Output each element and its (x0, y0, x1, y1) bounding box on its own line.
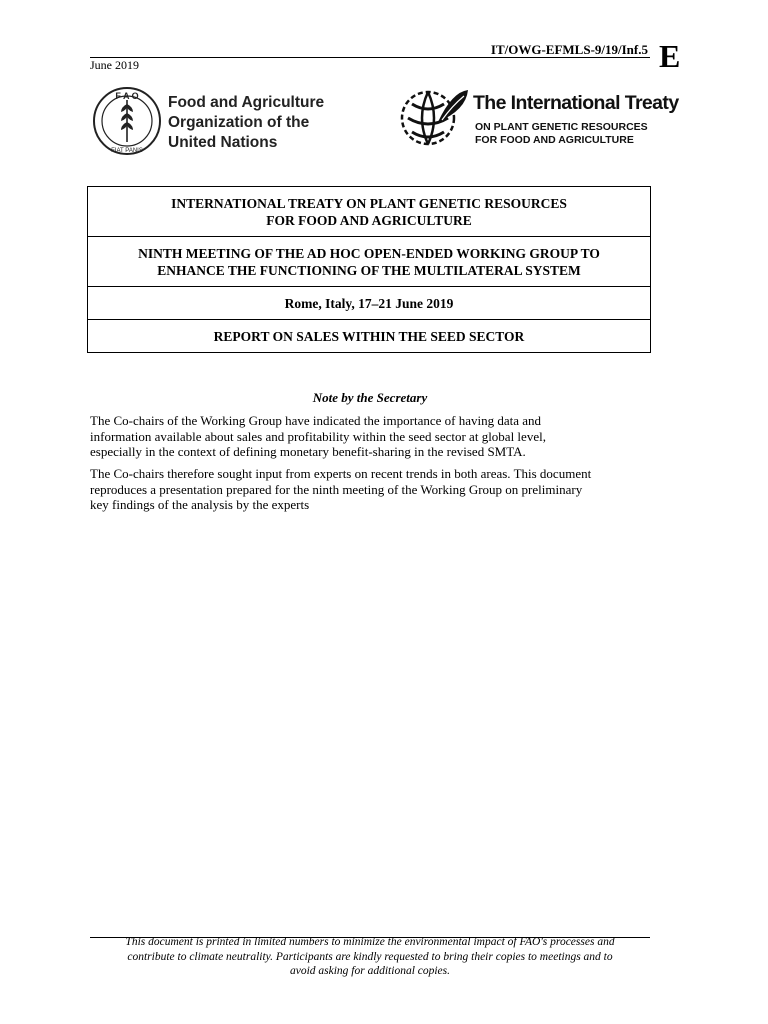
meeting-name-line: NINTH MEETING OF THE AD HOC OPEN-ENDED WORKING GROUP TO (138, 246, 600, 261)
note-paragraph-1 (90, 413, 650, 460)
fao-emblem-logo (92, 86, 162, 156)
language-mark: E (659, 38, 681, 74)
footer-note (90, 935, 650, 979)
treaty-logo-subtitle (475, 121, 648, 147)
venue-cell: Rome, Italy, 17–21 June 2019 (88, 287, 650, 320)
footer-line: This document is printed in limited numbers to minimize the environmental impact of FAO's processes and (125, 936, 615, 948)
svg-text:F A O: F A O (115, 91, 139, 101)
footer-line: avoid asking for additional copies. (289, 965, 451, 977)
paragraph-line: The Co-chairs therefore sought input from experts on recent trends in both areas. This document (90, 466, 592, 481)
paragraph-line: especially in the context of defining monetary benefit-sharing in the revised SMTA. (90, 444, 526, 459)
treaty-logo-title: The International Treaty (473, 92, 679, 114)
meeting-name-cell (88, 237, 650, 287)
note-paragraph-2 (90, 466, 650, 513)
fao-name-line: United Nations (168, 134, 278, 151)
treaty-name-line: INTERNATIONAL TREATY ON PLANT GENETIC RESOURCES (171, 196, 567, 211)
footer-line: contribute to climate neutrality. Participants are kindly requested to bring their copies to meetings and to (127, 950, 613, 963)
document-symbol: IT/OWG-EFMLS-9/19/Inf.5 (490, 42, 648, 57)
report-title-cell: REPORT ON SALES WITHIN THE SEED SECTOR (213, 329, 525, 344)
fao-name-text (168, 93, 324, 153)
paragraph-line: key findings of the analysis by the experts (90, 497, 310, 512)
paragraph-line: The Co-chairs of the Working Group have indicated the importance of having data and (90, 413, 542, 428)
international-treaty-logo-icon (398, 82, 470, 154)
paragraph-line: reproduces a presentation prepared for the ninth meeting of the Working Group on preliminary (90, 481, 583, 497)
title-box (87, 186, 651, 353)
treaty-name-cell (88, 187, 650, 237)
paragraph-line: information available about sales and profitability within the seed sector at global level, (90, 428, 546, 444)
meeting-name-line: ENHANCE THE FUNCTIONING OF THE MULTILATERAL SYSTEM (157, 263, 581, 278)
document-date: June 2019 (90, 58, 139, 72)
svg-text:FIAT PANIS: FIAT PANIS (111, 148, 143, 154)
header-divider (90, 57, 650, 58)
treaty-name-line: FOR FOOD AND AGRICULTURE (266, 213, 472, 228)
treaty-subtitle-line: FOR FOOD AND AGRICULTURE (475, 134, 634, 146)
fao-name-line: Food and Agriculture (168, 94, 325, 111)
fao-name-line: Organization of the (168, 114, 310, 131)
note-heading: Note by the Secretary (312, 390, 428, 405)
treaty-subtitle-line: ON PLANT GENETIC RESOURCES (475, 121, 648, 133)
